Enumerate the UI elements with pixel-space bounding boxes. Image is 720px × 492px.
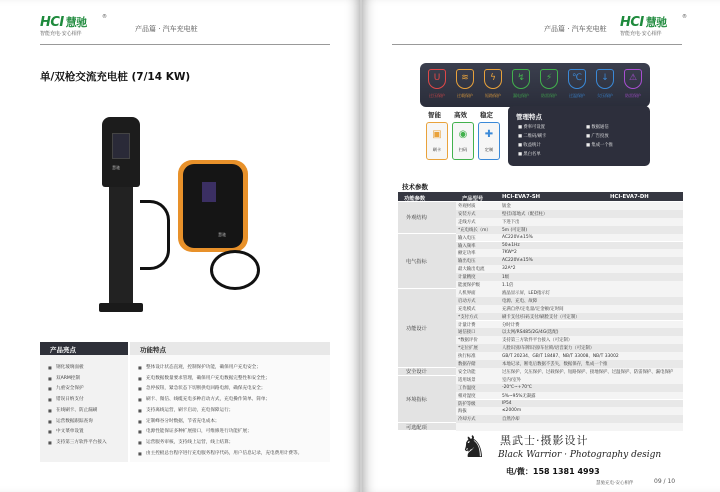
- spec-value: 32A*2: [502, 266, 516, 272]
- spec-param: 最大输出电流: [458, 267, 485, 273]
- spec-row: [456, 352, 683, 360]
- shield-icon: ⚡: [540, 69, 558, 89]
- protection-item: [510, 69, 532, 99]
- hci-logo: HCI 慧驰 ® 智能充电·安心相伴: [40, 14, 107, 37]
- feature-header: 智能: [428, 111, 441, 119]
- protection-item: [538, 69, 560, 99]
- management-item: ■ 收益统计: [518, 143, 541, 148]
- highlights-heading: 产品亮点: [40, 342, 128, 355]
- function-item: ■ 定制峰谷分时数据，节省充电成本；: [138, 417, 322, 428]
- functions-panel: [130, 342, 330, 462]
- spec-group-label: 电气指标: [406, 258, 427, 265]
- spec-row: [456, 202, 683, 210]
- spec-value: 自然冷却: [502, 417, 520, 423]
- spec-value: AC220V±15%: [502, 234, 533, 240]
- spec-header: 功能参数 产品型号 HCI-EVA7-SH HCI-EVA7-DH: [398, 192, 683, 201]
- spec-row: [456, 336, 683, 344]
- feature-icon: ◉: [458, 129, 468, 140]
- shield-icon: ⚠: [624, 69, 642, 89]
- spec-value: 液晶显示屏，LED指示灯: [502, 290, 551, 296]
- spec-value: 人脸识别/车牌识别/车位锁/语音案力（可定制）: [502, 346, 595, 352]
- function-item: ■ 电源性能保证多种扩展接口，可维修进行功能扩展；: [138, 427, 322, 438]
- highlight-item: ■ 运营数据跟踪查询: [48, 417, 120, 428]
- spec-group: [398, 376, 456, 423]
- spec-row: [456, 321, 683, 329]
- protection-item: [594, 69, 616, 99]
- spec-group: [398, 423, 456, 431]
- management-panel: [508, 106, 650, 166]
- spec-value: 电源、充电、故障: [502, 298, 538, 304]
- spec-value: GB/T 20234、GB/T 18487、NB/T 33008、NB/T 33002: [502, 354, 619, 360]
- spec-param: 外观材质: [458, 204, 476, 209]
- functions-heading: 功能特点: [130, 342, 330, 355]
- spec-param: 额定功率: [458, 251, 476, 257]
- function-item: ■ 由主控板总台程序进行充电服务程序代码，用户信息记录，充电费用计费等。: [138, 449, 322, 460]
- spec-param: 相对湿度: [458, 393, 476, 399]
- spec-param: 充电模式: [458, 306, 476, 312]
- spec-param: 执行标准: [458, 354, 476, 360]
- spec-row: [456, 305, 683, 313]
- spec-group-label: 外观结构: [406, 215, 427, 222]
- spec-row: [456, 226, 683, 234]
- spec-param: *支付方式: [458, 314, 478, 320]
- photographer-watermark: ♞ 黑武士·摄影设计 Black Warrior · Photography design 电/微：158 1381 4993: [460, 430, 662, 476]
- header-divider-right: [392, 44, 682, 45]
- protection-label: 过压保护: [429, 93, 445, 98]
- spec-param: 输入频率: [458, 243, 476, 249]
- spec-value: 刷卡支付/扫码支付/刷脸支付（可定制）: [502, 314, 580, 320]
- header-divider: [40, 44, 330, 45]
- spec-row: [456, 415, 683, 423]
- feature-label: 扫码: [458, 147, 468, 152]
- highlight-item: ■ 支持第三方软件平台接入: [48, 438, 120, 449]
- spec-row: [456, 273, 683, 281]
- spec-value: 过压保护、欠压保护、过载保护、短路保护、接地保护、过温保护、防雷保护、漏电保护: [502, 369, 674, 375]
- management-item: ■ 费率可设置: [518, 125, 545, 130]
- spec-param: 通信接口: [458, 330, 476, 336]
- horse-rider-icon: ♞: [460, 430, 487, 465]
- spec-param: 计量精度: [458, 275, 476, 281]
- spec-param: 输出电压: [458, 259, 476, 265]
- protection-label: 短路保护: [485, 93, 501, 98]
- highlights-list: [40, 355, 128, 457]
- management-item: ■ 数据通信: [586, 125, 609, 130]
- feature-tiles: [424, 108, 504, 165]
- protection-label: 欠压保护: [597, 93, 613, 98]
- left-header: [40, 14, 340, 40]
- feature-tile: [478, 122, 500, 160]
- protection-label: 防雷保护: [541, 93, 557, 98]
- spec-row: [456, 344, 683, 352]
- spec-value: 分时计费: [502, 322, 520, 328]
- spec-row: [456, 384, 683, 392]
- feature-icon: ✚: [484, 129, 494, 140]
- spec-row: [456, 242, 683, 250]
- protection-item: [622, 69, 644, 99]
- spec-value: 支持第三方软件平台接入（可定制）: [502, 338, 573, 344]
- function-item: ■ 运营服务审核，支持线上运营，线上结算；: [138, 438, 322, 449]
- shield-icon: ϟ: [484, 69, 502, 89]
- page-title: 单/双枪交流充电桩 (7/14 KW): [40, 71, 191, 83]
- spec-group: [398, 234, 456, 289]
- spec-row: [456, 289, 683, 297]
- breadcrumb-right: 产品篇 · 汽车充电桩: [544, 25, 607, 33]
- protection-label: 过载保护: [457, 93, 473, 98]
- protection-item: [426, 69, 448, 99]
- highlight-item: ■ 错误日纳支付: [48, 395, 120, 406]
- spec-value: 壁挂/落地式（配挂柱）: [502, 211, 548, 217]
- spec-group-label: 安全设计: [406, 369, 427, 376]
- function-item: ■ 支持离线运营，刷卡启动，充电保障运行；: [138, 406, 322, 417]
- spec-param: 人机界面: [458, 290, 476, 296]
- management-item: ■ 集成一个推: [586, 143, 613, 148]
- shield-icon: ≋: [456, 69, 474, 89]
- wallbox-charger-image: 慧驰: [178, 160, 248, 252]
- right-page: [362, 0, 720, 492]
- shield-icon: U: [428, 69, 446, 89]
- protection-item: [482, 69, 504, 99]
- management-item: ■ 广告投放: [586, 134, 609, 139]
- highlights-panel: [40, 342, 128, 462]
- spec-param: *定位扩展: [458, 346, 478, 352]
- protection-item: [566, 69, 588, 99]
- highlight-item: ■ 钢化玻璃面板: [48, 363, 120, 374]
- spec-value: 5%~95%无凝露: [502, 393, 536, 399]
- protection-label: 防雷保护: [625, 93, 641, 98]
- spec-row: [456, 281, 683, 289]
- feature-header: 高效: [454, 111, 467, 119]
- feature-label: 刷卡: [432, 147, 442, 152]
- shield-icon: ↓: [596, 69, 614, 89]
- spec-value: 下进下出: [502, 219, 520, 225]
- spec-group: [398, 289, 456, 368]
- spec-param: *数据评价: [458, 338, 478, 344]
- spec-value: IP54: [502, 400, 512, 406]
- spec-value: 7KW*2: [502, 250, 517, 256]
- spec-row: [456, 400, 683, 408]
- spec-param: 走线方式: [458, 219, 476, 225]
- spec-group-label: 环境指标: [406, 396, 427, 403]
- spec-row: [456, 265, 683, 273]
- spec-row: [456, 234, 683, 242]
- spec-param: *充电线长（m）: [458, 227, 491, 233]
- spec-param: 启动方式: [458, 298, 476, 304]
- spec-row: [456, 218, 683, 226]
- management-heading: 管理特点: [516, 113, 542, 121]
- spec-row: [456, 392, 683, 400]
- spec-param: 安装方式: [458, 211, 476, 217]
- spec-param: 工作温度: [458, 385, 476, 391]
- spec-value: 50±1Hz: [502, 242, 520, 248]
- feature-header: 稳定: [480, 111, 493, 119]
- spec-group: [398, 368, 456, 376]
- spec-value: 室内/室外: [502, 377, 522, 383]
- charging-cable-image: [140, 200, 170, 270]
- spec-row: [456, 313, 683, 321]
- spec-value: AC220V±15%: [502, 258, 533, 264]
- spec-row: [456, 210, 683, 218]
- management-item: ■ 二维码/刷卡: [518, 134, 547, 139]
- function-item: ■ 急停按钮，紧急状态下切断供电回路电源，确保充电安全；: [138, 384, 322, 395]
- spec-param: 海拔: [458, 409, 467, 415]
- highlight-item: ■ 中文菜单设置: [48, 427, 120, 438]
- spec-value: 5m (可定制): [502, 227, 528, 233]
- hci-logo-right: HCI 慧驰 ® 智能充电·安心相伴: [620, 14, 687, 37]
- highlight-item: ■ 九重安全保护: [48, 384, 120, 395]
- page-number: 09 / 10: [654, 478, 676, 485]
- shield-icon: ℃: [568, 69, 586, 89]
- feature-icon: ▣: [432, 129, 442, 140]
- protection-icon-band: [420, 63, 650, 107]
- spec-param: 输入电压: [458, 235, 476, 241]
- spec-row: [456, 257, 683, 265]
- footer-slogan: 慧驰充电·安心相伴: [596, 481, 634, 486]
- shield-icon: ↯: [512, 69, 530, 89]
- spec-value: 1级: [502, 275, 510, 281]
- spec-param: 能流保护级: [458, 283, 480, 288]
- spec-value: 充满自停/定电量/定金额/定时间: [502, 306, 564, 312]
- spec-row: [456, 297, 683, 305]
- feature-label: 定制: [484, 147, 494, 152]
- right-header: [402, 14, 702, 40]
- spec-value: 以太网/RS485/2G/4G(选配): [502, 330, 559, 336]
- spec-row: [456, 368, 683, 376]
- spec-row: [456, 249, 683, 257]
- spec-row: [456, 407, 683, 415]
- protection-label: 漏电保护: [513, 93, 529, 98]
- spec-param: 适用场景: [458, 377, 476, 383]
- management-item: ■ 黑白名单: [518, 152, 541, 157]
- feature-tile: [426, 122, 448, 160]
- spec-group: [398, 202, 456, 234]
- spec-value: -20℃~+70℃: [502, 384, 532, 390]
- protection-item: [454, 69, 476, 99]
- highlight-item: ■ 在线刷卡、防止漏刷: [48, 406, 120, 417]
- spec-param: 计量计费: [458, 322, 476, 328]
- function-item: ■ 充电数据数量要求管理，确保用户充电数据完整性和安全性；: [138, 374, 322, 385]
- functions-list: [130, 355, 330, 467]
- spec-param: 数据存储: [458, 362, 476, 367]
- spec-row: [456, 328, 683, 336]
- spec-title: 技术参数: [402, 183, 428, 191]
- spec-param: 防护等级: [458, 401, 476, 407]
- spec-value: 本地记录，断电后数据不丢失，数据保存，集成一个推: [502, 362, 608, 367]
- spec-param: 安全功能: [458, 369, 476, 375]
- spec-value: 钣金: [502, 204, 511, 209]
- function-item: ■ 刷卡、微信、线缆充电多种启动方式，充电操作简单、简单；: [138, 395, 322, 406]
- spec-value: 1.1倍: [502, 283, 514, 288]
- breadcrumb: 产品篇 · 汽车充电桩: [135, 25, 198, 33]
- function-item: ■ 整体设计状态直观，控制保护功能，确保用户充电安全；: [138, 363, 322, 374]
- highlight-item: ■ 双ARM控制: [48, 374, 120, 385]
- pillar-charger-image: 慧驰: [97, 117, 145, 312]
- spec-group-label: 可选配项: [406, 424, 427, 431]
- protection-label: 过温保护: [569, 93, 585, 98]
- feature-tile: [452, 122, 474, 160]
- spec-group-label: 功能设计: [406, 325, 427, 332]
- spec-param: 冷却方式: [458, 417, 476, 423]
- coiled-cable-image: [210, 250, 260, 290]
- spec-value: ≤2000m: [502, 408, 522, 414]
- spec-row: [456, 376, 683, 384]
- spec-row: [456, 360, 683, 368]
